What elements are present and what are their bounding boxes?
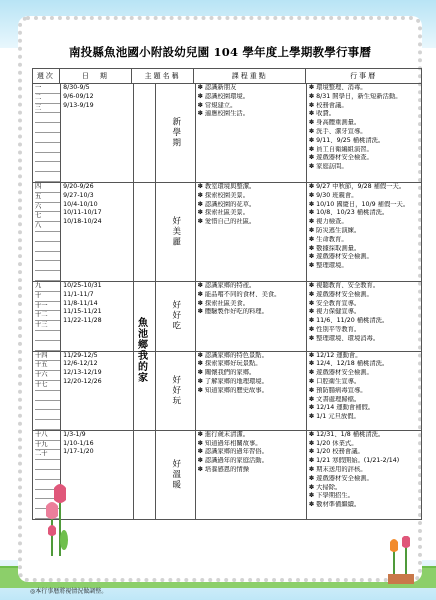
theme-cell bbox=[156, 431, 196, 519]
event-item: ✽ 9/27 中秋節，9/28 補假一天。 bbox=[308, 182, 406, 190]
focus-item: ✽ 進行歲末清潔。 bbox=[197, 430, 249, 438]
week-cell: 七 bbox=[35, 212, 60, 222]
unit-name: 魚池鄉我的家 bbox=[135, 317, 147, 383]
event-item: ✽ 1/1 元旦放假。 bbox=[308, 413, 360, 421]
event-item: ✽ 下學期招生。 bbox=[308, 492, 354, 500]
unit-cell bbox=[134, 431, 156, 519]
date-cell: 12/20-12/26 bbox=[63, 377, 102, 385]
week-cell: 十八 bbox=[35, 431, 60, 441]
theme-name: 好美麗 bbox=[170, 216, 181, 248]
date-cell bbox=[63, 163, 133, 172]
event-item: ✽ 9/11、9/25 桶桃清洗。 bbox=[308, 136, 385, 144]
event-item: ✽ 1/20 校務會議。 bbox=[308, 448, 364, 456]
week-cell: 十四 bbox=[35, 352, 60, 362]
week-cell: 十二 bbox=[35, 311, 60, 321]
event-item: ✽ 11/6、11/20 桶桃清洗。 bbox=[308, 317, 389, 325]
week-cell bbox=[35, 232, 60, 242]
week-column bbox=[33, 282, 61, 351]
date-cell bbox=[63, 245, 133, 254]
theme-name: 新學期 bbox=[170, 117, 181, 149]
focus-item: ✽ 認識校園的花草。 bbox=[197, 200, 256, 208]
date-cell: 1/17-1/20 bbox=[63, 448, 94, 456]
week-cell bbox=[35, 133, 60, 143]
date-column bbox=[61, 183, 134, 281]
event-item: ✽ 8/31 開學日，新生短新活動。 bbox=[308, 92, 402, 100]
events-column bbox=[307, 183, 421, 281]
date-cell bbox=[63, 396, 133, 405]
event-item: ✽ 大掃除。 bbox=[308, 483, 342, 491]
date-cell bbox=[63, 262, 133, 271]
week-cell: 二十 bbox=[35, 450, 60, 460]
event-item: ✽ 12/14 運動會補假。 bbox=[308, 404, 375, 412]
week-cell: 十七 bbox=[35, 381, 60, 391]
theme-cell bbox=[156, 183, 196, 281]
event-item: ✽ 防災逃生演練。 bbox=[308, 226, 361, 234]
event-item: ✽ 洗手、潔牙宣導。 bbox=[308, 127, 367, 135]
focus-item: ✽ 認識新朋友 bbox=[197, 84, 237, 91]
focus-item: ✽ 愛惜自己的社區。 bbox=[197, 218, 256, 226]
event-item: ✽ 家庭訪問。 bbox=[308, 163, 348, 171]
event-item: ✽ 環境整理、消毒。 bbox=[308, 84, 367, 91]
unit-cell bbox=[134, 183, 156, 281]
event-item: ✽ 12/4、12/18 桶桃清洗。 bbox=[308, 360, 389, 368]
events-column bbox=[307, 431, 421, 519]
theme-block bbox=[33, 183, 421, 282]
date-cell bbox=[63, 128, 133, 137]
event-item: ✽ 預防腸病毒宣導。 bbox=[308, 386, 367, 394]
week-cell: 十 bbox=[35, 292, 60, 302]
header-week: 週次 bbox=[33, 69, 60, 83]
theme-name: 好溫暖 bbox=[170, 459, 181, 491]
focus-item: ✽ 了解家鄉的地理環境。 bbox=[197, 377, 268, 385]
event-item: ✽ 1/21 寒假開始。(1/21-2/14) bbox=[308, 457, 400, 465]
theme-block bbox=[33, 431, 421, 519]
event-item: ✽ 12/31、1/8 桶桃清洗。 bbox=[308, 430, 385, 438]
focus-item: ✽ 認識家鄉的過年習俗。 bbox=[197, 448, 268, 456]
week-cell bbox=[35, 271, 60, 281]
date-cell: 10/4-10/10 bbox=[63, 200, 98, 208]
week-cell bbox=[35, 143, 60, 153]
event-item: ✽ 遊戲器材安全檢查。 bbox=[308, 154, 373, 162]
week-cell bbox=[35, 460, 60, 470]
week-cell bbox=[35, 113, 60, 123]
week-cell: 九 bbox=[35, 282, 60, 292]
theme-block bbox=[33, 282, 421, 352]
theme-block bbox=[33, 84, 421, 183]
week-cell: 十一 bbox=[35, 302, 60, 312]
week-cell: 十三 bbox=[35, 321, 60, 331]
page-title: 南投縣魚池國小附設幼兒園 104 學年度上學期教學行事曆 bbox=[68, 45, 372, 59]
week-column bbox=[33, 352, 61, 430]
week-cell bbox=[35, 401, 60, 411]
footnote: ◎本行事曆將視情況做調整。 bbox=[30, 588, 108, 595]
event-item: ✽ 10/10 國慶日，10/9 補假一天。 bbox=[308, 200, 410, 208]
week-cell bbox=[35, 410, 60, 420]
date-cell bbox=[63, 335, 133, 344]
date-cell bbox=[63, 466, 133, 475]
date-cell bbox=[63, 227, 133, 236]
date-cell bbox=[63, 146, 133, 155]
date-cell: 8/30-9/5 bbox=[63, 84, 90, 91]
week-cell bbox=[35, 341, 60, 351]
date-cell: 11/15-11/21 bbox=[63, 308, 102, 316]
theme-cell bbox=[156, 352, 196, 430]
date-cell: 9/20-9/26 bbox=[63, 182, 94, 190]
event-item: ✽ 性別平等教育。 bbox=[308, 325, 361, 333]
event-item: ✽ 整理環境、環境消毒。 bbox=[308, 334, 380, 342]
event-item: ✽ 校務會議。 bbox=[308, 101, 348, 109]
event-item: ✽ 口腔衛生宣導。 bbox=[308, 377, 361, 385]
focus-column bbox=[196, 84, 307, 182]
event-item: ✽ 生命教育。 bbox=[308, 235, 348, 243]
week-cell bbox=[35, 153, 60, 163]
theme-name: 好好玩 bbox=[170, 374, 181, 407]
week-cell bbox=[35, 331, 60, 341]
tulip-pot-icon bbox=[384, 536, 420, 586]
event-item: ✽ 遊戲器材安全檢測。 bbox=[308, 290, 373, 298]
date-cell: 10/25-10/31 bbox=[63, 281, 102, 289]
event-item: ✽ 1/20 休業式。 bbox=[308, 439, 358, 447]
week-cell: 三 bbox=[35, 104, 60, 114]
focus-item: ✽ 關懷我們的家鄉。 bbox=[197, 369, 256, 377]
date-cell bbox=[63, 110, 133, 119]
date-cell bbox=[63, 457, 133, 466]
date-cell: 11/22-11/28 bbox=[63, 317, 102, 325]
week-cell: 十九 bbox=[35, 441, 60, 451]
theme-cell bbox=[156, 282, 196, 351]
theme-name: 好好吃 bbox=[170, 300, 181, 332]
event-item: ✽ 10/8、10/23 桶桃清洗。 bbox=[308, 209, 389, 217]
date-cell bbox=[63, 413, 133, 422]
focus-column bbox=[196, 183, 307, 281]
date-cell: 10/11-10/17 bbox=[63, 209, 102, 217]
week-cell bbox=[35, 261, 60, 271]
header-focus: 課程重點 bbox=[194, 69, 306, 83]
date-cell: 9/6-09/12 bbox=[63, 92, 94, 100]
week-cell: 六 bbox=[35, 203, 60, 213]
focus-item: ✽ 認識過年的家庭活動。 bbox=[197, 457, 268, 465]
event-item: ✽ 遊戲器材安全檢測。 bbox=[308, 369, 373, 377]
date-cell: 9/27-10/3 bbox=[63, 191, 94, 199]
event-item: ✽ 遊戲器材安全檢測。 bbox=[308, 253, 373, 261]
focus-item: ✽ 適應校園生活。 bbox=[197, 110, 249, 118]
focus-item: ✽ 探索校園美景。 bbox=[197, 191, 249, 199]
event-item: ✽ 數據採取測量。 bbox=[308, 244, 361, 252]
date-cell: 12/13-12/19 bbox=[63, 369, 102, 377]
week-column bbox=[33, 84, 61, 182]
focus-item: ✽ 教室環境與整潔。 bbox=[197, 182, 256, 190]
week-cell bbox=[35, 391, 60, 401]
date-cell bbox=[63, 236, 133, 245]
date-cell bbox=[63, 253, 133, 262]
focus-item: ✽ 探索社區美食。 bbox=[197, 299, 249, 307]
focus-column bbox=[196, 352, 307, 430]
header-events: 行事曆 bbox=[350, 71, 378, 80]
date-cell: 12/6-12/12 bbox=[63, 360, 98, 368]
week-cell: 八 bbox=[35, 222, 60, 232]
date-column bbox=[61, 84, 134, 182]
date-cell bbox=[63, 154, 133, 163]
event-item: ✽ 12/12 運動會。 bbox=[308, 351, 362, 359]
events-column bbox=[307, 352, 421, 430]
date-cell: 1/3-1/9 bbox=[63, 430, 86, 438]
week-cell bbox=[35, 123, 60, 133]
event-item: ✽ 9/30 班親會。 bbox=[308, 191, 358, 199]
event-item: ✽ 整理環境。 bbox=[308, 262, 348, 270]
date-cell bbox=[63, 137, 133, 146]
date-column bbox=[61, 352, 134, 430]
events-column bbox=[307, 282, 421, 351]
focus-item: ✽ 知道家鄉的歷史故事。 bbox=[197, 386, 268, 394]
date-cell: 1/10-1/16 bbox=[63, 439, 94, 447]
event-item: ✽ 收費。 bbox=[308, 110, 336, 118]
event-item: ✽ 安全教育宣導。 bbox=[308, 299, 361, 307]
event-item: ✽ 視力保健宣導。 bbox=[308, 308, 361, 316]
week-cell bbox=[35, 420, 60, 430]
week-cell bbox=[35, 162, 60, 172]
event-item: ✽ 員工自衛編組演習。 bbox=[308, 145, 373, 153]
date-cell: 10/18-10/24 bbox=[63, 218, 102, 226]
focus-item: ✽ 能品嚐不同的食材、美食。 bbox=[197, 290, 281, 298]
theme-cell bbox=[156, 84, 196, 182]
week-cell: 一 bbox=[35, 84, 60, 94]
date-column bbox=[61, 282, 134, 351]
events-column bbox=[307, 84, 421, 182]
unit-cell bbox=[134, 84, 156, 182]
focus-item: ✽ 探索家鄉好玩景點。 bbox=[197, 360, 262, 368]
focus-item: ✽ 體驗製作好吃的料理。 bbox=[197, 308, 268, 316]
week-cell bbox=[35, 252, 60, 262]
event-item: ✽ 遊戲器材安全檢測。 bbox=[308, 474, 373, 482]
week-cell bbox=[35, 242, 60, 252]
week-cell: 二 bbox=[35, 94, 60, 104]
date-cell bbox=[63, 404, 133, 413]
focus-item: ✽ 認識家鄉的特產。 bbox=[197, 281, 256, 289]
event-item: ✽ 身高體重測量。 bbox=[308, 119, 361, 127]
date-cell: 11/8-11/14 bbox=[63, 299, 98, 307]
date-cell: 11/29-12/5 bbox=[63, 351, 98, 359]
focus-item: ✽ 認識家鄉的特色景點。 bbox=[197, 351, 268, 359]
event-item: ✽ 視聽教育、安全教育。 bbox=[308, 281, 380, 289]
week-cell: 四 bbox=[35, 183, 60, 193]
table-header bbox=[33, 69, 421, 84]
date-cell: 9/13-9/19 bbox=[63, 101, 94, 109]
focus-item: ✽ 探索社區美景。 bbox=[197, 209, 249, 217]
date-cell: 11/1-11/7 bbox=[63, 290, 94, 298]
focus-item: ✽ 培養感恩的情操 bbox=[197, 466, 249, 474]
event-item: ✽ 數材準備繼續。 bbox=[308, 501, 361, 509]
week-cell: 十五 bbox=[35, 361, 60, 371]
week-cell: 五 bbox=[35, 193, 60, 203]
focus-item: ✽ 認識校園環境。 bbox=[197, 92, 249, 100]
focus-item: ✽ 知道過年相關故事。 bbox=[197, 439, 262, 447]
theme-block bbox=[33, 352, 421, 431]
week-cell: 十六 bbox=[35, 371, 60, 381]
event-item: ✽ 文書處理歸檔。 bbox=[308, 395, 361, 403]
focus-column bbox=[196, 282, 307, 351]
header-date: 日 期 bbox=[60, 69, 132, 83]
week-cell bbox=[35, 172, 60, 182]
date-cell bbox=[63, 326, 133, 335]
tulip-flower-icon bbox=[40, 478, 80, 558]
date-cell bbox=[63, 119, 133, 128]
calendar-table bbox=[32, 68, 422, 520]
focus-column bbox=[196, 431, 307, 519]
event-item: ✽ 視力檢查。 bbox=[308, 218, 348, 226]
week-column bbox=[33, 183, 61, 281]
event-item: ✽ 期末送用的評核。 bbox=[308, 466, 367, 474]
header-unit: 主題名稱 bbox=[132, 69, 194, 83]
date-cell bbox=[63, 387, 133, 396]
focus-item: ✽ 常規建立。 bbox=[197, 101, 237, 109]
